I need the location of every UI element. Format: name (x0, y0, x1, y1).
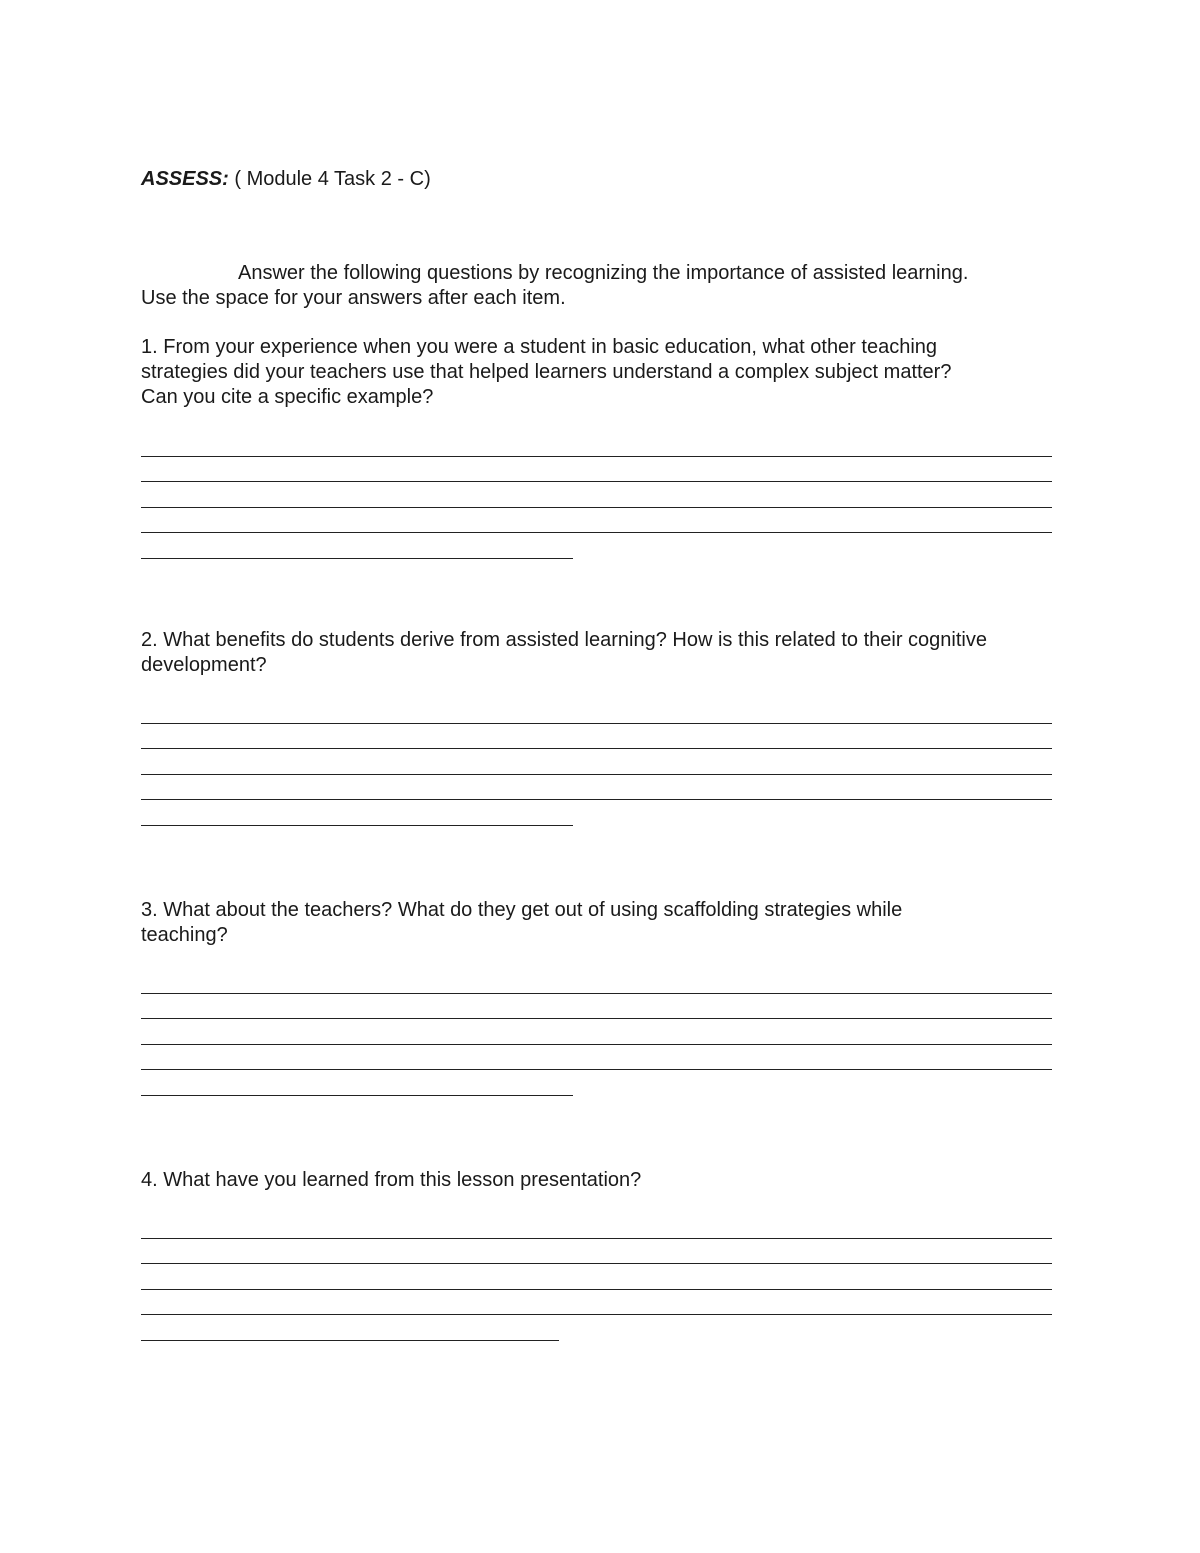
answer-line[interactable] (141, 1024, 1052, 1050)
answer-line[interactable] (141, 805, 573, 831)
question-4 (141, 1168, 1061, 1193)
question-3 (141, 898, 1061, 948)
question-2 (141, 628, 1061, 678)
answer-line[interactable] (141, 1295, 1052, 1321)
answer-line[interactable] (141, 1269, 1052, 1295)
question-4-line-1: 4. What have you learned from this lesson presentation? (141, 1169, 642, 1191)
answer-area-4[interactable] (141, 1218, 1052, 1346)
question-1-line-1: 1. From your experience when you were a student in basic education, what other teaching (141, 336, 938, 358)
answer-line[interactable] (141, 436, 1052, 462)
answer-area-2[interactable] (141, 703, 1052, 831)
module-label: ( Module 4 Task 2 - C) (228, 168, 431, 190)
instructions-line-1: Answer the following questions by recognizing the importance of assisted learning. (238, 262, 969, 284)
answer-line[interactable] (141, 973, 1052, 999)
answer-line[interactable] (141, 513, 1052, 539)
assess-label: ASSESS: (141, 168, 229, 190)
answer-area-1[interactable] (141, 436, 1052, 564)
question-1 (141, 335, 1061, 410)
answer-line[interactable] (141, 538, 573, 564)
page-header (141, 166, 431, 192)
answer-line[interactable] (141, 1075, 573, 1101)
answer-line[interactable] (141, 462, 1052, 488)
answer-line[interactable] (141, 1244, 1052, 1270)
answer-line[interactable] (141, 754, 1052, 780)
question-2-line-2: development? (141, 654, 267, 676)
answer-line[interactable] (141, 999, 1052, 1025)
question-2-line-1: 2. What benefits do students derive from assisted learning? How is this related to their cognitive (141, 629, 987, 651)
instructions-line-2: Use the space for your answers after each item. (141, 287, 566, 309)
answer-line[interactable] (141, 703, 1052, 729)
answer-line[interactable] (141, 780, 1052, 806)
question-1-line-3: Can you cite a specific example? (141, 386, 434, 408)
answer-line[interactable] (141, 1050, 1052, 1076)
answer-area-3[interactable] (141, 973, 1052, 1101)
question-3-line-1: 3. What about the teachers? What do they get out of using scaffolding strategies while (141, 899, 903, 921)
question-3-line-2: teaching? (141, 924, 228, 946)
answer-line[interactable] (141, 1218, 1052, 1244)
instructions (141, 261, 1061, 311)
question-1-line-2: strategies did your teachers use that helped learners understand a complex subject matter? (141, 361, 952, 383)
answer-line[interactable] (141, 729, 1052, 755)
answer-line[interactable] (141, 1320, 559, 1346)
answer-line[interactable] (141, 487, 1052, 513)
